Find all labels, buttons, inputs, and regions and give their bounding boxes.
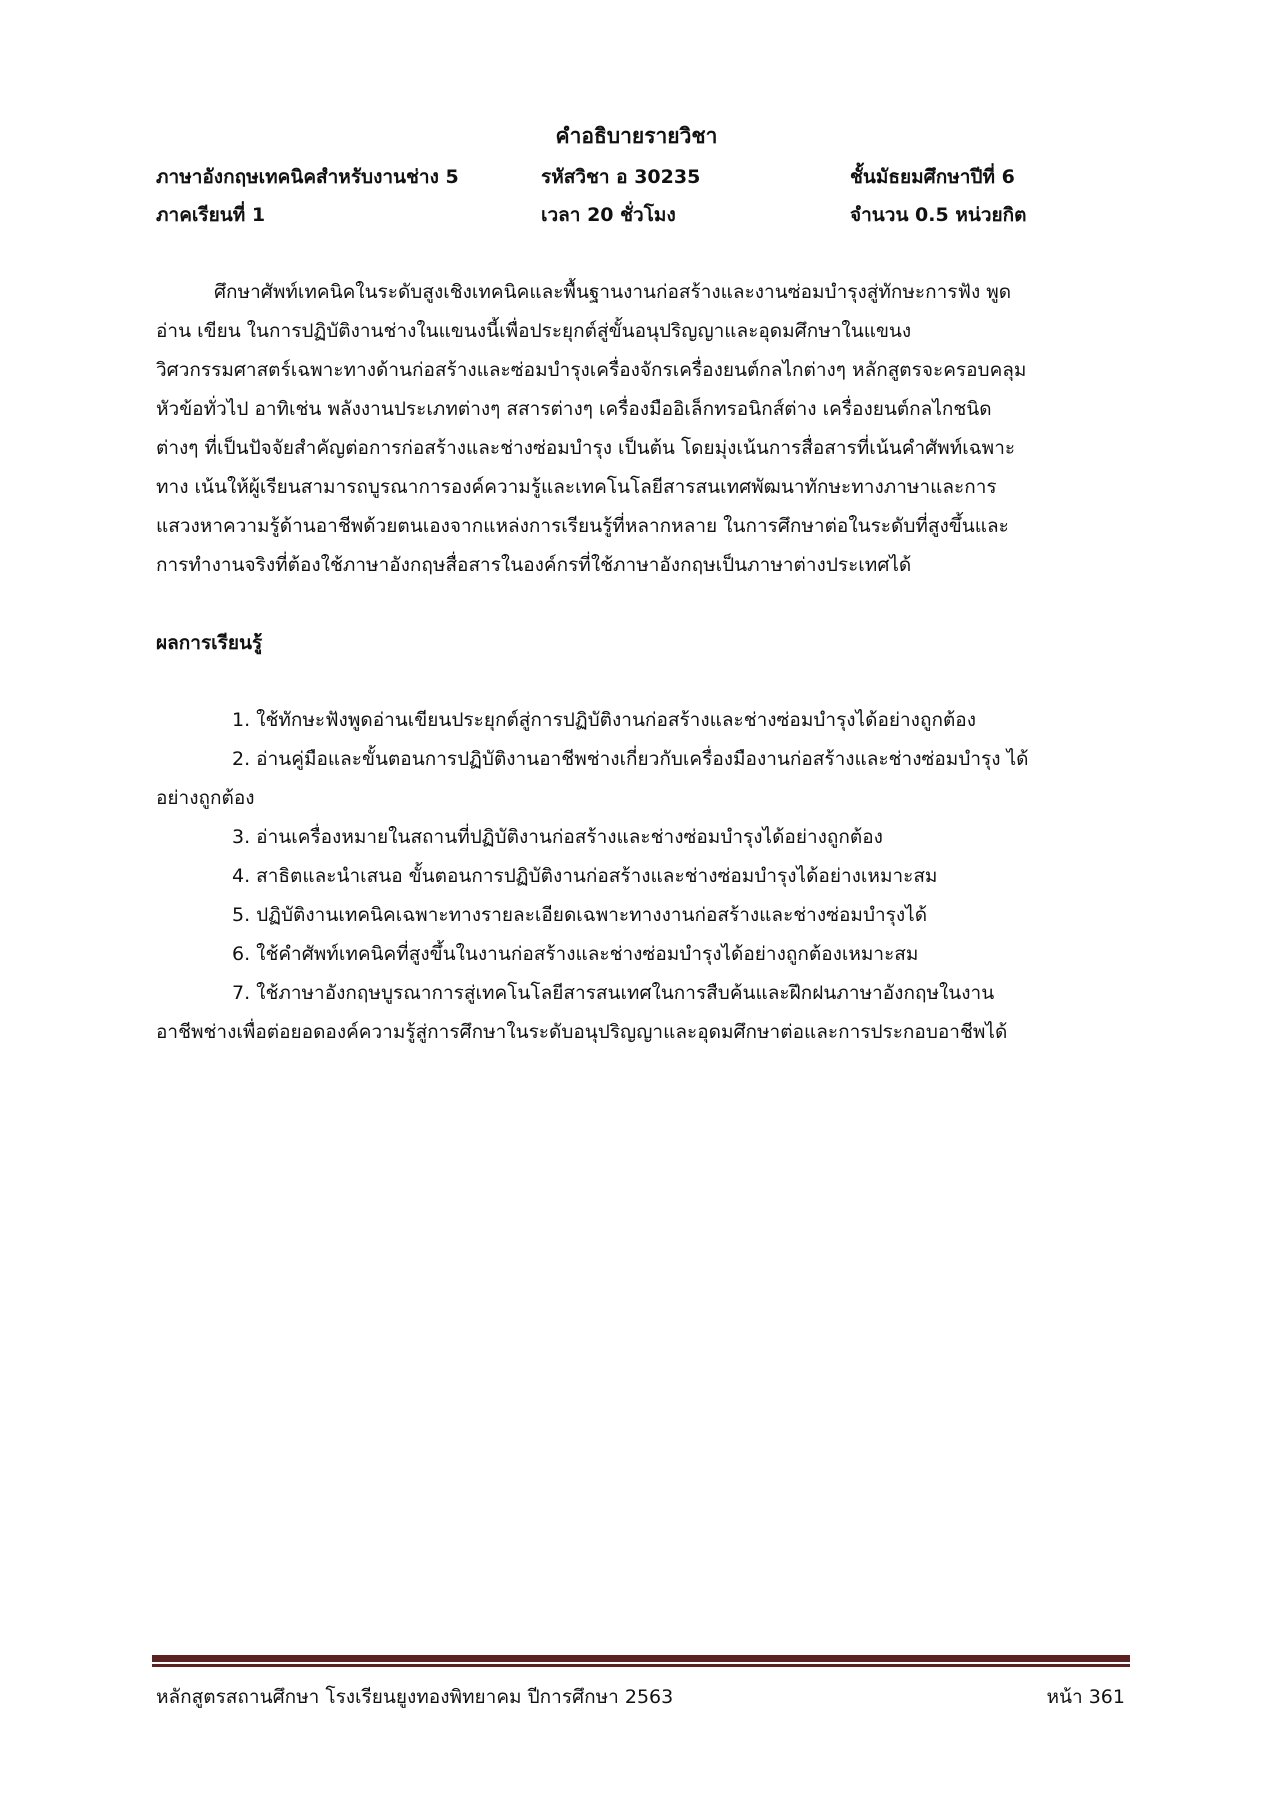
- footer-rule: [152, 1655, 1130, 1662]
- hours: เวลา 20 ชั่วโมง: [541, 204, 676, 226]
- description-line: การทำงานจริงที่ต้องใช้ภาษาอังกฤษสื่อสารในองค์กรที่ใช้ภาษาอังกฤษเป็นภาษาต่างประเทศได้: [156, 554, 912, 576]
- description-line: ทาง เน้นให้ผู้เรียนสามารถบูรณาการองค์ความรู้และเทคโนโลยีสารสนเทศพัฒนาทักษะทางภาษาและการ: [156, 476, 997, 498]
- footer-rule-thin: [152, 1664, 1130, 1667]
- page-title: คำอธิบายรายวิชา: [555, 124, 718, 148]
- outcome-item: 6. ใช้คำศัพท์เทคนิคที่สูงขึ้นในงานก่อสร้างและช่างซ่อมบำรุงได้อย่างถูกต้องเหมาะสม: [232, 943, 919, 965]
- semester: ภาคเรียนที่ 1: [156, 204, 266, 226]
- course-code: รหัสวิชา อ 30235: [541, 166, 701, 188]
- outcomes-heading: ผลการเรียนรู้: [156, 632, 263, 654]
- description-line: วิศวกรรมศาสตร์เฉพาะทางด้านก่อสร้างและซ่อมบำรุงเครื่องจักรเครื่องยนต์กลไกต่างๆ หลักสูตรจะครอบคลุม: [156, 359, 1027, 381]
- outcome-item-continuation: อย่างถูกต้อง: [156, 787, 255, 809]
- outcome-item: 1. ใช้ทักษะฟังพูดอ่านเขียนประยุกต์สู่การปฏิบัติงานก่อสร้างและช่างซ่อมบำรุงได้อย่างถูกต้อง: [232, 709, 976, 731]
- description-line: ต่างๆ ที่เป็นปัจจัยสำคัญต่อการก่อสร้างและช่างซ่อมบำรุง เป็นต้น โดยมุ่งเน้นการสื่อสารที่เน้นคำศัพท์เฉพาะ: [156, 437, 1016, 459]
- page-number: หน้า 361: [1046, 1686, 1125, 1708]
- description-line: แสวงหาความรู้ด้านอาชีพด้วยตนเองจากแหล่งการเรียนรู้ที่หลากหลาย ในการศึกษาต่อในระดับที่สูงขึ้นและ: [156, 515, 1009, 537]
- grade-level: ชั้นมัธยมศึกษาปีที่ 6: [850, 166, 1015, 188]
- credits: จำนวน 0.5 หน่วยกิต: [850, 204, 1027, 226]
- course-name: ภาษาอังกฤษเทคนิคสำหรับงานช่าง 5: [156, 166, 459, 188]
- description-line: ศึกษาศัพท์เทคนิคในระดับสูงเชิงเทคนิคและพื้นฐานงานก่อสร้างและงานซ่อมบำรุงสู่ทักษะการฟัง พูด: [214, 281, 1012, 303]
- outcome-item: 2. อ่านคู่มือและขั้นตอนการปฏิบัติงานอาชีพช่างเกี่ยวกับเครื่องมืองานก่อสร้างและช่างซ่อมบำรุง ได้: [232, 748, 1029, 770]
- outcome-item: 3. อ่านเครื่องหมายในสถานที่ปฏิบัติงานก่อสร้างและช่างซ่อมบำรุงได้อย่างถูกต้อง: [232, 826, 883, 848]
- footer-curriculum-text: หลักสูตรสถานศึกษา โรงเรียนยูงทองพิทยาคม ปีการศึกษา 2563: [156, 1686, 674, 1708]
- outcome-item: 7. ใช้ภาษาอังกฤษบูรณาการสู่เทคโนโลยีสารสนเทศในการสืบค้นและฝึกฝนภาษาอังกฤษในงาน: [232, 982, 995, 1004]
- description-line: หัวข้อทั่วไป อาทิเช่น พลังงานประเภทต่างๆ สสารต่างๆ เครื่องมืออิเล็กทรอนิกส์ต่าง เครื่องยนต์กลไกชนิด: [156, 398, 992, 420]
- outcome-item: 5. ปฏิบัติงานเทคนิคเฉพาะทางรายละเอียดเฉพาะทางงานก่อสร้างและช่างซ่อมบำรุงได้: [232, 904, 928, 926]
- description-line: อ่าน เขียน ในการปฏิบัติงานช่างในแขนงนี้เพื่อประยุกต์สู่ขั้นอนุปริญญาและอุดมศึกษาในแขนง: [156, 320, 912, 342]
- outcome-item-continuation: อาชีพช่างเพื่อต่อยอดองค์ความรู้สู่การศึกษาในระดับอนุปริญญาและอุดมศึกษาต่อและการประกอบอาชีพได้: [156, 1021, 1008, 1043]
- outcome-item: 4. สาธิตและนำเสนอ ขั้นตอนการปฏิบัติงานก่อสร้างและช่างซ่อมบำรุงได้อย่างเหมาะสม: [232, 865, 938, 887]
